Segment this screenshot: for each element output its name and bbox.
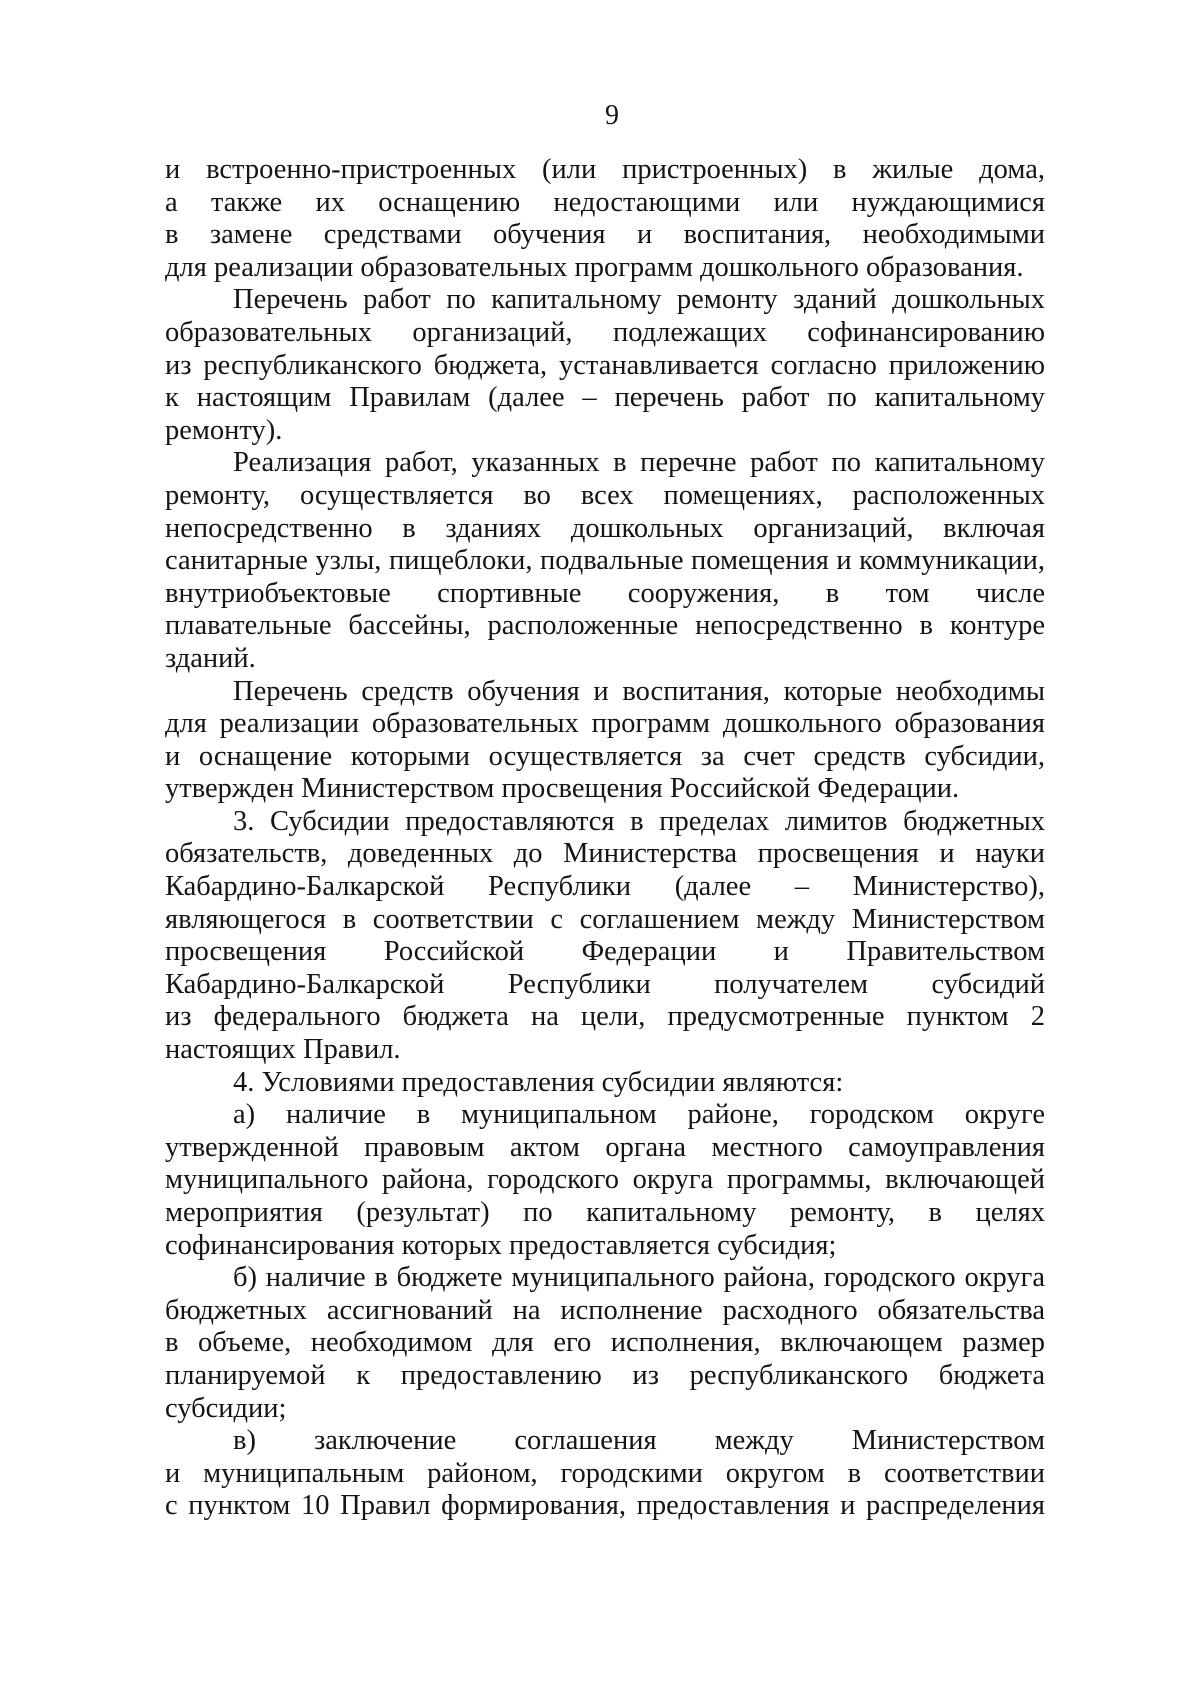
paragraph-teaching-aids [165, 676, 1045, 806]
text-line: из федерального бюджета на цели, предусмотренные пунктом 2 [165, 1001, 1045, 1033]
text-line: ремонту, осуществляется во всех помещениях, расположенных [165, 479, 1045, 511]
text-line: образовательных организаций, подлежащих софинансированию [165, 316, 1045, 348]
text-line: внутриобъектовые спортивные сооружения, в том числе [165, 577, 1045, 609]
text-line: 4. Условиями предоставления субсидии являются: [233, 1066, 844, 1098]
text-line: с пунктом 10 Правил формирования, предоставления и распределения [165, 1490, 1045, 1522]
text-line: в объеме, необходимом для его исполнения, включающем размер [165, 1327, 1045, 1359]
text-line: Перечень средств обучения и воспитания, которые необходимы [233, 675, 1045, 707]
text-line: Кабардино-Балкарской Республики получателем субсидий [165, 968, 1045, 1000]
page-number: 9 [605, 100, 619, 131]
text-line: настоящих Правил. [165, 1034, 401, 1066]
text-line: для реализации образовательных программ дошкольного образования [165, 708, 1045, 740]
document-body [165, 154, 1045, 1523]
text-line: ремонту). [165, 414, 283, 446]
paragraph-continuation [165, 154, 1045, 284]
text-line: и оснащение которыми осуществляется за счет средств субсидии, [165, 740, 1045, 772]
paragraph-condition-b [165, 1262, 1045, 1425]
text-line: обязательств, доведенных до Министерства просвещения и науки [165, 838, 1045, 870]
text-line: Реализация работ, указанных в перечне работ по капитальному [233, 447, 1045, 479]
text-line: софинансирования которых предоставляется субсидия; [165, 1229, 837, 1261]
text-line: муниципального района, городского округа программы, включающей [165, 1164, 1045, 1196]
text-line: в) заключение соглашения между Министерством [233, 1425, 1045, 1457]
paragraph-item-4 [165, 1067, 1045, 1100]
text-line: и встроенно-пристроенных (или пристроенных) в жилые дома, [165, 154, 1045, 185]
text-line: для реализации образовательных программ дошкольного образования. [165, 251, 1024, 283]
text-line: в замене средствами обучения и воспитания, необходимыми [165, 219, 1045, 251]
text-line: плавательные бассейны, расположенные непосредственно в контуре [165, 610, 1045, 642]
paragraph-condition-a [165, 1099, 1045, 1262]
text-line: а) наличие в муниципальном районе, городском округе [233, 1099, 1045, 1131]
paragraph-repair-list [165, 284, 1045, 447]
text-line: планируемой к предоставлению из республиканского бюджета [165, 1359, 1045, 1391]
text-line: к настоящим Правилам (далее – перечень работ по капитальному [165, 382, 1045, 414]
text-line: Перечень работ по капитальному ремонту зданий дошкольных [233, 284, 1045, 316]
text-line: и муниципальным районом, городскими округом в соответствии [165, 1457, 1045, 1489]
text-line: являющегося в соответствии с соглашением между Министерством [165, 903, 1045, 935]
text-line: из республиканского бюджета, устанавливается согласно приложению [165, 349, 1045, 381]
text-line: мероприятия (результат) по капитальному ремонту, в целях [165, 1197, 1045, 1228]
text-line: непосредственно в зданиях дошкольных организаций, включая [165, 512, 1045, 544]
text-line: б) наличие в бюджете муниципального района, городского округа [233, 1262, 1045, 1294]
paragraph-condition-c [165, 1425, 1045, 1523]
paragraph-works-implementation [165, 447, 1045, 675]
text-line: санитарные узлы, пищеблоки, подвальные помещения и коммуникации, [165, 545, 1045, 577]
text-line: субсидии; [165, 1392, 287, 1424]
text-line: зданий. [165, 642, 256, 674]
text-line: а также их оснащению недостающими или нуждающимися [165, 186, 1045, 218]
text-line: просвещения Российской Федерации и Правительством [165, 936, 1045, 968]
text-line: Кабардино-Балкарской Республики (далее – Министерство), [165, 871, 1045, 903]
text-line: 3. Субсидии предоставляются в пределах лимитов бюджетных [233, 805, 1045, 837]
paragraph-item-3 [165, 806, 1045, 1067]
text-line: бюджетных ассигнований на исполнение расходного обязательства [165, 1294, 1045, 1326]
text-line: утвержден Министерством просвещения Российской Федерации. [165, 773, 960, 805]
text-line: утвержденной правовым актом органа местного самоуправления [165, 1131, 1045, 1163]
